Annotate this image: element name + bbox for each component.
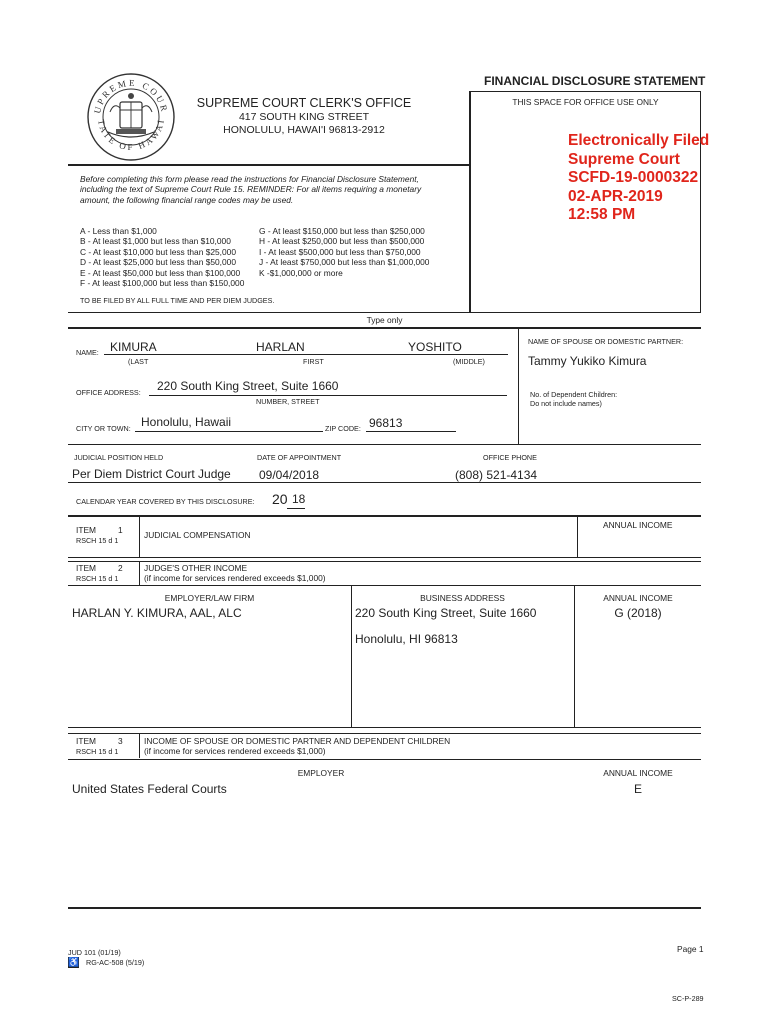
number-street-caption: NUMBER, STREET [256, 397, 320, 406]
item3-employer-value[interactable]: United States Federal Courts [72, 782, 227, 796]
item1-annual-income-label: ANNUAL INCOME [603, 520, 673, 530]
appointment-value[interactable]: 09/04/2018 [259, 468, 320, 482]
range-codes-left [80, 226, 244, 288]
item2-address-line1[interactable]: 220 South King Street, Suite 1660 [355, 606, 537, 620]
middle-name-value[interactable]: YOSHITO [408, 340, 462, 354]
first-name-value[interactable]: HARLAN [256, 340, 305, 354]
item-word: ITEM [76, 736, 97, 746]
code-b: B - At least $1,000 but less than $10,000 [80, 236, 231, 247]
stamp-line-date: 02-APR-2019 [568, 187, 663, 205]
item2-income-value[interactable]: G (2018) [614, 606, 662, 620]
code-k: K -$1,000,000 or more [259, 267, 343, 278]
phone-value[interactable]: (808) 521-4134 [455, 468, 538, 482]
supreme-court-seal [86, 72, 176, 162]
office-name: SUPREME COURT CLERK'S OFFICE [196, 96, 412, 110]
office-city: HONOLULU, HAWAI'I 96813-2912 [223, 123, 385, 136]
business-address-label: BUSINESS ADDRESS [420, 593, 505, 603]
appointment-label: DATE OF APPOINTMENT [257, 453, 342, 462]
employer-law-firm-label: EMPLOYER/LAW FIRM [164, 593, 255, 603]
item3-label [76, 736, 123, 746]
code-h: H - At least $250,000 but less than $500,000 [259, 236, 425, 247]
item3-subtitle: (if income for services rendered exceeds $1,000) [144, 746, 326, 756]
item1-label [76, 525, 123, 535]
instructions-line: amount, the following financial range codes may be used. [80, 194, 294, 205]
stamp-line-case: SCFD-19-0000322 [568, 169, 699, 186]
spouse-label: NAME OF SPOUSE OR DOMESTIC PARTNER: [528, 337, 684, 346]
item-number: 2 [118, 563, 123, 573]
item2-address-line2[interactable]: Honolulu, HI 96813 [355, 632, 458, 646]
form-code: JUD 101 (01/19) [68, 948, 121, 957]
code-i: I - At least $500,000 but less than $750,000 [259, 246, 421, 257]
office-street: 417 SOUTH KING STREET [238, 111, 370, 123]
code-a: A - Less than $1,000 [80, 226, 157, 236]
range-codes-right [259, 226, 429, 278]
item3-annual-income-label: ANNUAL INCOME [603, 768, 673, 778]
accessibility-icon: ♿ [68, 957, 80, 967]
item-number: 1 [118, 525, 123, 535]
item3-rule: RSCH 15 d 1 [76, 747, 119, 756]
item-number: 3 [118, 736, 123, 746]
item-word: ITEM [76, 525, 97, 535]
item2-title: JUDGE'S OTHER INCOME [144, 563, 248, 573]
page-number: Page 1 [677, 944, 704, 954]
phone-label: OFFICE PHONE [483, 453, 537, 462]
item2-subtitle: (if income for services rendered exceeds $1,000) [144, 573, 326, 583]
middle-name-caption: (MIDDLE) [453, 357, 485, 366]
efiling-stamp [568, 132, 709, 225]
city-value[interactable]: Honolulu, Hawaii [141, 415, 232, 429]
zip-label: ZIP CODE: [325, 424, 361, 433]
dependents-note: Do not include names) [530, 399, 602, 408]
city-label: CITY OR TOWN: [76, 424, 131, 433]
item3-income-value[interactable]: E [633, 782, 642, 796]
calendar-year-label: CALENDAR YEAR COVERED BY THIS DISCLOSURE: [76, 497, 255, 506]
position-label: JUDICIAL POSITION HELD [74, 453, 164, 462]
last-name-caption: (LAST [128, 357, 149, 366]
item2-label [76, 563, 123, 573]
sc-code: SC-P-289 [672, 994, 704, 1003]
office-address-label: OFFICE ADDRESS: [76, 388, 141, 397]
item2-rule: RSCH 15 d 1 [76, 574, 119, 583]
reg-code: RG-AC-508 (5/19) [86, 958, 145, 967]
code-c: C - At least $10,000 but less than $25,000 [80, 246, 236, 257]
code-j: J - At least $750,000 but less than $1,000,000 [259, 257, 430, 268]
zip-value[interactable]: 96813 [369, 416, 403, 430]
last-name-value[interactable]: KIMURA [110, 340, 157, 354]
code-d: D - At least $25,000 but less than $50,000 [80, 257, 236, 268]
instructions-line: Before completing this form please read the instructions for Financial Disclosure Statement, [80, 174, 419, 184]
instructions-text [80, 174, 465, 205]
svg-text:STATE OF HAWAII: TATE OF HAWAI [96, 117, 167, 153]
type-only-label: Type only [366, 315, 403, 325]
code-e: E - At least $50,000 but less than $100,000 [80, 267, 241, 278]
dependents-label: No. of Dependent Children: [530, 390, 618, 399]
item1-rule: RSCH 15 d 1 [76, 536, 119, 545]
item2-employer-value[interactable]: HARLAN Y. KIMURA, AAL, ALC [72, 606, 242, 620]
stamp-line-time: 12:58 PM [568, 206, 636, 223]
year-prefix: 20 [272, 491, 288, 507]
item3-employer-label: EMPLOYER [297, 768, 345, 778]
position-value[interactable]: Per Diem District Court Judge [72, 467, 231, 481]
code-g: G - At least $150,000 but less than $250,000 [259, 226, 425, 236]
form-title: FINANCIAL DISCLOSURE STATEMENT [484, 74, 706, 88]
office-address-value[interactable]: 220 South King Street, Suite 1660 [157, 379, 339, 393]
office-use-label: THIS SPACE FOR OFFICE USE ONLY [512, 97, 659, 107]
office-use-box [469, 91, 710, 313]
svg-text:SUPREME COURT: UPREME COUR [92, 77, 170, 115]
stamp-line-court: Supreme Court [568, 150, 680, 168]
stamp-line-filed: Electronically Filed [568, 132, 710, 149]
item2-annual-income-label: ANNUAL INCOME [603, 593, 673, 603]
item1-title: JUDICIAL COMPENSATION [144, 530, 251, 540]
filing-note: TO BE FILED BY ALL FULL TIME AND PER DIEM JUDGES. [80, 296, 275, 305]
item-word: ITEM [76, 563, 97, 573]
code-f: F - At least $100,000 but less than $150,000 [80, 278, 245, 289]
instructions-line: including the text of Supreme Court Rule 15. REMINDER: For all items requiring a monetary [80, 184, 422, 195]
spouse-name-value[interactable]: Tammy Yukiko Kimura [528, 354, 647, 368]
item3-title: INCOME OF SPOUSE OR DOMESTIC PARTNER AND DEPENDENT CHILDREN [144, 736, 451, 746]
first-name-caption: FIRST [303, 357, 324, 366]
name-label: NAME: [76, 348, 99, 357]
year-value[interactable]: 18 [292, 492, 306, 506]
